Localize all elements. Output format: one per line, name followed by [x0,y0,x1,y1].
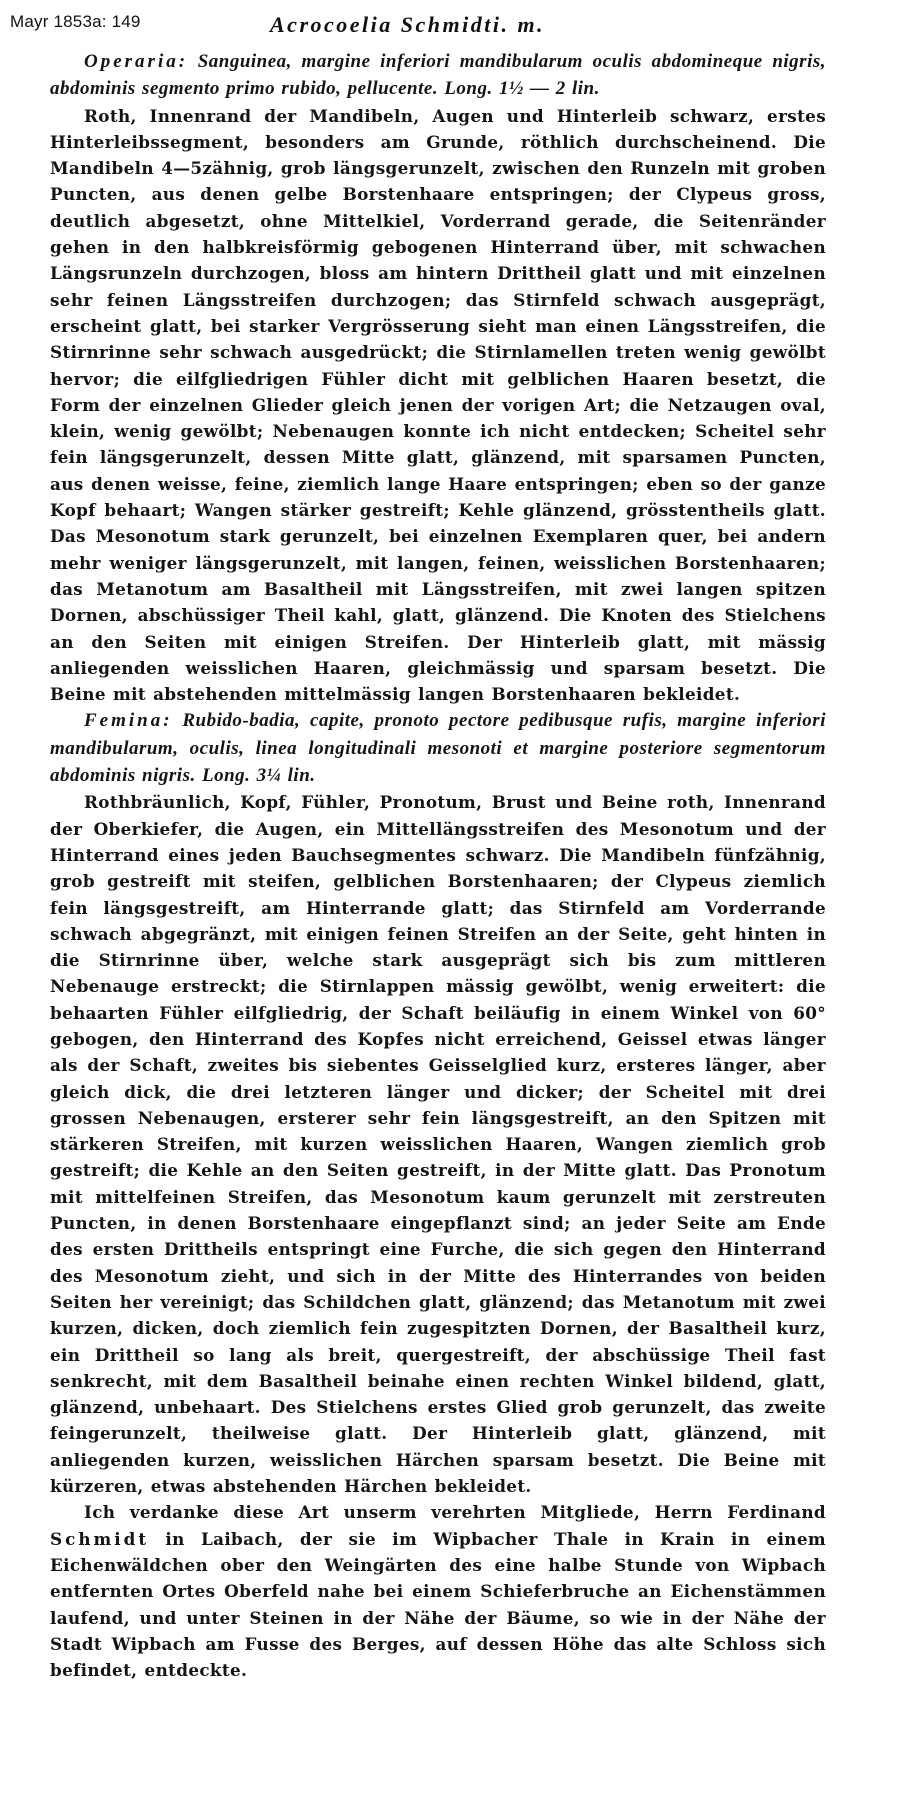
female-diagnosis-paragraph [50,707,826,789]
worker-heading: Operaria: [84,51,189,72]
female-heading: Femina: [84,710,173,732]
worker-description-paragraph [50,103,826,708]
collector-name: Schmidt [50,1528,150,1549]
source-label: Mayr 1853a: 149 [4,10,147,34]
closing-rest: in Laibach, der sie im Wipbacher Thale in Krain in einem Eichenwäldchen ober den Weingärten des eine halbe Stunde von Wipbach entfernten Ortes Oberfeld nahe bei einem Schieferbruche an Eichenstämmen laufend, und unter Steinen in der Nähe der Bäume, so wie in der Nähe der Stadt Wipbach am Fusse des Berges, auf dessen Höhe das alte Schloss sich befindet, entdeckte. [50,1528,826,1681]
worker-description: Roth, Innenrand der Mandibeln, Augen und Hinterleib schwarz, erstes Hinterleibssegment, besonders am Grunde, röthlich durchscheinend. Die Mandibeln 4—5zähnig, grob längsgerunzelt, zwischen den Runzeln mit groben Puncten, aus denen gelbe Borstenhaare entspringen; der Clypeus gross, deutlich abgesetzt, ohne Mittelkiel, Vorderrand gerade, die Seitenränder gehen in den halbkreisförmig gebogenen Hinterrand über, mit schwachen Längsrunzeln durchzogen, bloss am hintern Drittheil glatt und mit einzelnen sehr feinen Längsstreifen durchzogen; das Stirnfeld schwach ausgeprägt, erscheint glatt, bei starker Vergrösserung sieht man einen Längsstreifen, die Stirnrinne sehr schwach ausgedrückt; die Stirnlamellen treten wenig gewölbt hervor; die eilfgliedrigen Fühler dicht mit gelblichen Haaren besetzt, die Form der einzelnen Glieder gleich jenen der vorigen Art; die Netzaugen oval, klein, wenig gewölbt; Nebenaugen konnte ich nicht entdecken; Scheitel sehr fein längsgerunzelt, dessen Mitte glatt, glänzend, mit sparsamen Puncten, aus denen weisse, feine, ziemlich lange Haare entspringen; eben so der ganze Kopf behaart; Wangen stärker gestreift; Kehle glänzend, grösstentheils glatt. Das Mesonotum stark gerunzelt, bei einzelnen Exemplaren quer, bei andern mehr weniger längsgerunzelt, mit langen, feinen, weisslichen Borstenhaaren; das Metanotum am Basaltheil mit Längsstreifen, mit zwei langen spitzen Dornen, abschüssiger Theil kahl, glatt, glänzend. Die Knoten des Stielchens an den Seiten mit einigen Streifen. Der Hinterleib glatt, mit mässig anliegenden weisslichen Haaren, gleichmässig und sparsam besetzt. Die Beine mit abstehenden mittelmässig langen Borstenhaaren bekleidet. [50,105,826,705]
species-title: Acrocoelia Schmidti. m. [270,12,546,37]
female-description: Rothbräunlich, Kopf, Fühler, Pronotum, Brust und Beine roth, Innenrand der Oberkiefer, die Augen, ein Mittellängsstreifen des Mesonotum und der Hinterrand eines jeden Bauchsegmentes schwarz. Die Mandibeln fünfzähnig, grob gestreift mit steifen, gelblichen Borstenhaaren; der Clypeus ziemlich fein längsgestreift, am Hinterrande glatt; das Stirnfeld am Vorderrande schwach abgegränzt, mit einigen feinen Streifen an der Seite, geht hinten in die Stirnrinne über, welche stark ausgeprägt sich bis zum mittleren Nebenauge erstreckt; die Stirnlappen mässig gewölbt, wenig erweitert: die behaarten Fühler eilfgliedrig, der Schaft beiläufig in einem Winkel von 60° gebogen, den Hinterrand des Kopfes nicht erreichend, Geissel etwas länger als der Schaft, zweites bis siebentes Geisselglied kurz, ersteres länger, aber gleich dick, die drei letzteren länger und dicker; der Scheitel mit drei grossen Nebenaugen, ersterer sehr fein längsgestreift, an den Spitzen mit stärkeren Streifen, mit kurzen weisslichen Haaren, Wangen ziemlich grob gestreift; die Kehle an den Seiten gestreift, in der Mitte glatt. Das Pronotum mit mittelfeinen Streifen, das Mesonotum kaum gerunzelt mit zerstreuten Puncten, in denen Borstenhaare eingepflanzt sind; an jeder Seite am Ende des ersten Drittheils entspringt eine Furche, die sich gegen den Hinterrand des Mesonotum zieht, und sich in der Mitte des Hinterrandes von beiden Seiten her vereinigt; das Schildchen glatt, glänzend; das Metanotum mit zwei kurzen, dicken, doch ziemlich fein zugespitzten Dornen, der Basaltheil kurz, ein Drittheil so lang als breit, quergestreift, der abschüssige Theil fast senkrecht, mit dem Basaltheil beinahe einen rechten Winkel bildend, glatt, glänzend, unbehaart. Des Stielchens erstes Glied grob gerunzelt, das zweite feingerunzelt, theilweise glatt. Der Hinterleib glatt, glänzend, mit anliegenden kurzen, weisslichen Härchen sparsam besetzt. Die Beine mit kürzeren, etwas abstehenden Härchen bekleidet. [50,792,826,1497]
worker-diagnosis-paragraph [50,48,826,103]
closing-paragraph [50,1499,826,1683]
closing-intro: Ich verdanke diese Art unserm verehrten Mitgliede, Herrn Ferdinand [84,1502,826,1523]
female-description-paragraph [50,789,826,1499]
body-text [50,48,826,1683]
female-diagnosis: Rubido-badia, capite, pronoto pectore pedibusque rufis, margine inferiori mandibularum, oculis, linea longitudinali mesonoti et margine posteriore segmentorum abdominis nigris. Long. 3¼ lin. [50,710,826,787]
worker-diagnosis: Sanguinea, margine inferiori mandibularum oculis abdomineque nigris, abdominis segmento primo rubido, pellucente. Long. 1½ — 2 lin. [50,51,826,100]
